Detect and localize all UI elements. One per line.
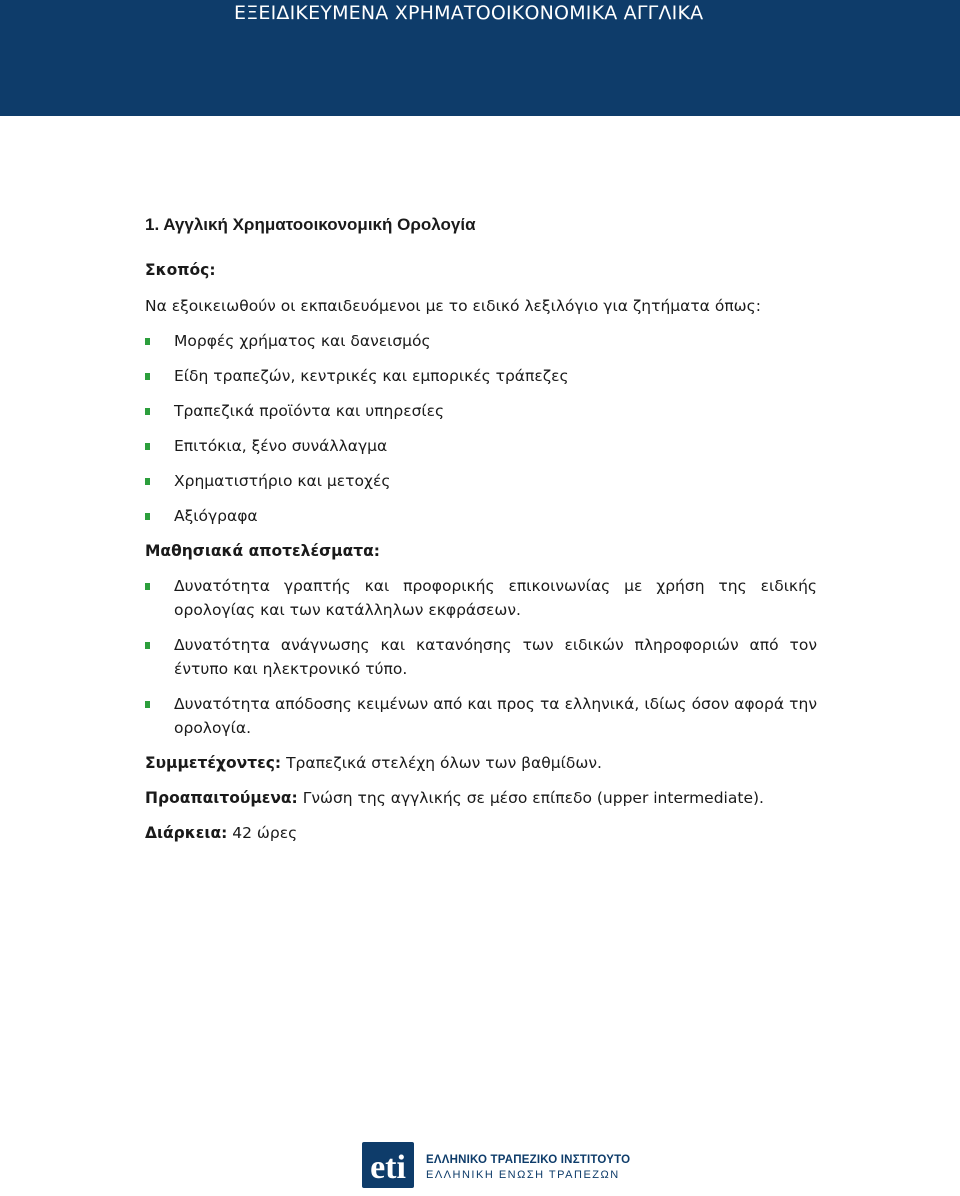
duration-value: 42 ώρες xyxy=(232,824,298,842)
header-title: ΕΞΕΙΔΙΚΕΥΜΕΝΑ ΧΡΗΜΑΤΟΟΙΚΟΝΟΜΙΚΑ ΑΓΓΛΙΚΑ xyxy=(234,2,704,24)
logo-mark-text: eti xyxy=(370,1149,406,1186)
bullet-square-icon xyxy=(145,583,150,590)
outcomes-list xyxy=(145,574,817,740)
eti-logo xyxy=(362,1142,642,1190)
list-item: Δυνατότητα γραπτής και προφορικής επικοινωνίας με χρήση της ειδικής ορολογίας και των κατάλληλων εκφράσεων. xyxy=(145,574,817,622)
purpose-intro: Να εξοικειωθούν οι εκπαιδευόμενοι με το ειδικό λεξιλόγιο για ζητήματα όπως: xyxy=(145,297,761,315)
eti-logo-icon xyxy=(362,1142,414,1188)
bullet-square-icon xyxy=(145,701,150,708)
prerequisites-label: Προαπαιτούμενα: xyxy=(145,789,298,807)
participants-value: Τραπεζικά στελέχη όλων των βαθμίδων. xyxy=(286,754,602,772)
course-content xyxy=(145,210,817,845)
bullet-square-icon xyxy=(145,642,150,649)
bullet-square-icon xyxy=(145,443,150,450)
association-name: ΕΛΛΗΝΙΚΗ ΕΝΩΣΗ ΤΡΑΠΕΖΩΝ xyxy=(426,1169,620,1181)
prerequisites-value: Γνώση της αγγλικής σε μέσο επίπεδο (upper intermediate). xyxy=(302,789,764,807)
list-item: Δυνατότητα ανάγνωσης και κατανόησης των ειδικών πληροφοριών από τον έντυπο και ηλεκτρονικό τύπο. xyxy=(145,633,817,681)
institute-name: ΕΛΛΗΝΙΚΟ ΤΡΑΠΕΖΙΚΟ ΙΝΣΤΙΤΟΥΤΟ xyxy=(426,1154,631,1166)
list-item: Είδη τραπεζών, κεντρικές και εμπορικές τράπεζες xyxy=(145,364,817,388)
participants-row xyxy=(145,751,817,775)
list-item: Δυνατότητα απόδοσης κειμένων από και προς τα ελληνικά, ιδίως όσον αφορά την ορολογία. xyxy=(145,692,817,740)
bullet-square-icon xyxy=(145,478,150,485)
list-item: Επιτόκια, ξένο συνάλλαγμα xyxy=(145,434,817,458)
section-title: 1. Αγγλική Χρηματοοικονομική Ορολογία xyxy=(145,215,476,234)
prerequisites-row xyxy=(145,786,817,810)
header-band xyxy=(0,0,960,116)
bullet-square-icon xyxy=(145,373,150,380)
list-item: Τραπεζικά προϊόντα και υπηρεσίες xyxy=(145,399,817,423)
list-item: Αξιόγραφα xyxy=(145,504,817,528)
purpose-label: Σκοπός: xyxy=(145,261,216,279)
purpose-list xyxy=(145,329,817,528)
bullet-square-icon xyxy=(145,338,150,345)
duration-label: Διάρκεια: xyxy=(145,824,228,842)
list-item: Μορφές χρήματος και δανεισμός xyxy=(145,329,817,353)
participants-label: Συμμετέχοντες: xyxy=(145,754,282,772)
outcomes-label: Μαθησιακά αποτελέσματα: xyxy=(145,542,380,560)
duration-row xyxy=(145,821,817,845)
bullet-square-icon xyxy=(145,513,150,520)
list-item: Χρηματιστήριο και μετοχές xyxy=(145,469,817,493)
bullet-square-icon xyxy=(145,408,150,415)
